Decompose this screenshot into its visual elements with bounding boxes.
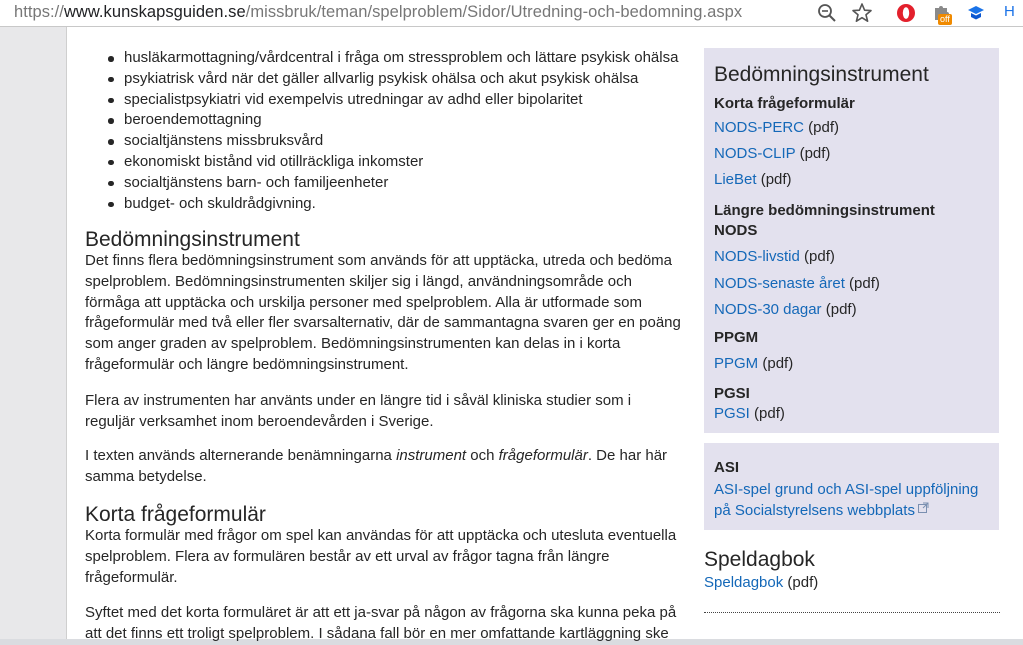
link-pgsi[interactable]: PGSI — [714, 404, 750, 422]
paragraph-usage — [85, 391, 685, 433]
section-heading-bedomningsinstrument: Bedömningsinstrument — [85, 228, 300, 251]
address-bar[interactable] — [14, 1, 742, 23]
link-suffix: (pdf) — [844, 274, 880, 292]
link-nods-30-dagar[interactable]: NODS-30 dagar — [714, 301, 822, 318]
text-line: Korta formulär med frågor om spel kan användas för att upptäcka och utesluta eventuella — [85, 527, 677, 544]
sidebar-link-row — [714, 271, 989, 298]
text-line: spelproblem. Flera av formulären består av ett urval av frågor tagna från längre — [85, 547, 610, 565]
speldagbok-section — [704, 547, 818, 593]
list-item: husläkarmottagning/vårdcentral i fråga om stressproblem och lättare psykisk ohälsa — [85, 48, 685, 69]
url-host: www.kunskapsguiden.se — [63, 3, 246, 21]
text-line: reguljär verksamhet inom beroendevården i Sverige. — [85, 412, 434, 430]
opera-icon[interactable] — [895, 2, 917, 24]
link-nods-clip[interactable]: NODS-CLIP — [714, 145, 796, 162]
emphasis-frageformular: frågeformulär — [498, 447, 588, 464]
sidebar-link-row — [714, 244, 989, 271]
sidebar-subheading: ASI — [714, 459, 740, 476]
section-divider — [704, 612, 1000, 613]
url-path: /missbruk/teman/spelproblem/Sidor/Utredning-och-bedomning.aspx — [245, 3, 743, 21]
sidebar-link-row — [714, 354, 989, 374]
sidebar-link-row — [714, 167, 989, 193]
sidebar-subheading: PPGM — [714, 328, 759, 346]
sidebar-subheading: NODS — [714, 222, 758, 239]
url-scheme: https:// — [14, 3, 64, 21]
text-line: Det finns flera bedömningsinstrument som används för att upptäcka, utreda och bedöma — [85, 252, 672, 269]
text-line — [85, 446, 685, 467]
link-suffix: (pdf) — [749, 404, 785, 422]
sidebar-link-row — [714, 141, 989, 167]
text-line: förmåga att upptäcka och urskilja personer med spelproblem. Alla är utformade som — [85, 293, 642, 311]
link-nods-perc[interactable]: NODS-PERC — [714, 119, 805, 136]
list-item: socialtjänstens barn- och familjeenheter — [85, 173, 685, 194]
paragraph-intro — [85, 251, 685, 376]
list-item: beroendemottagning — [85, 110, 685, 131]
speldagbok-title: Speldagbok — [704, 548, 815, 571]
list-item: budget- och skuldrådgivning. — [85, 194, 685, 215]
sidebar-link-row — [714, 500, 989, 521]
link-suffix: (pdf) — [795, 145, 831, 162]
link-liebet[interactable]: LieBet — [714, 171, 757, 188]
zoom-icon[interactable] — [816, 2, 838, 24]
link-suffix: (pdf) — [799, 248, 835, 265]
text-run: . De har här — [587, 447, 668, 464]
star-icon[interactable] — [851, 2, 873, 24]
text-line: att det finns ett troligt spelproblem. I sådana fall bör en mer omfattande kartläggning ske — [85, 624, 669, 642]
link-suffix: (pdf) — [804, 119, 840, 136]
link-suffix: (pdf) — [783, 574, 819, 591]
external-link-icon — [918, 502, 929, 513]
paragraph-short-forms — [85, 526, 685, 588]
profile-avatar[interactable]: H — [1004, 3, 1015, 20]
text-line: som anger graden av spelproblem. Bedömningsinstrumenten kan delas in i korta — [85, 335, 621, 353]
link-nods-senaste-aret[interactable]: NODS-senaste året — [714, 274, 845, 292]
paragraph-terminology — [85, 446, 685, 488]
extension-shield-icon[interactable] — [965, 2, 987, 24]
emphasis-instrument: instrument — [396, 447, 467, 464]
sidebar-box-title: Bedömningsinstrument — [714, 63, 929, 86]
sidebar-link-row — [714, 115, 989, 141]
link-asi-spel-line2[interactable]: på Socialstyrelsens webbplats — [714, 502, 915, 519]
link-speldagbok[interactable]: Speldagbok — [704, 574, 784, 591]
paragraph-purpose — [85, 603, 685, 645]
sidebar-subheading: Korta frågeformulär — [714, 95, 855, 112]
link-asi-spel-line1[interactable]: ASI-spel grund och ASI-spel uppföljning — [714, 481, 979, 498]
text-run: I texten används alternerande benämningarna — [85, 447, 397, 464]
text-line: spelproblem. Bedömningsinstrumenten skiljer sig i längd, användningsområde och — [85, 272, 632, 290]
text-line: Flera av instrumenten har använts under en längre tid i såväl kliniska studier som i — [85, 392, 632, 409]
link-ppgm[interactable]: PPGM — [714, 354, 759, 372]
list-item: psykiatrisk vård när det gäller allvarlig psykisk ohälsa och akut psykisk ohälsa — [85, 69, 685, 90]
text-line: frågeformulär och längre bedömningsinstrument. — [85, 355, 409, 373]
link-suffix: (pdf) — [821, 301, 857, 318]
section-heading-korta-frageformular: Korta frågeformulär — [85, 503, 266, 526]
list-item: ekonomiskt bistånd vid otillräckliga inkomster — [85, 152, 685, 173]
sidebar-subheading: Längre bedömningsinstrument — [714, 202, 935, 219]
sidebar-link-row — [714, 297, 989, 324]
sidebar-link-row — [714, 404, 989, 424]
sidebar-box-instruments — [704, 48, 999, 433]
link-suffix: (pdf) — [756, 171, 792, 188]
text-line: frågeformulär med två eller fler svarsalternativ, där de sammantagna svaren ger en poäng — [85, 314, 681, 332]
list-item: socialtjänstens missbruksvård — [85, 131, 685, 152]
sidebar-subheading: PGSI — [714, 384, 750, 402]
referral-list — [85, 48, 685, 214]
text-line: samma betydelse. — [85, 467, 207, 485]
text-line: frågeformulär. — [85, 568, 178, 586]
text-line: Syftet med det korta formuläret är att ett ja-svar på någon av frågorna ska kunna peka på — [85, 604, 677, 621]
sidebar-link-row — [704, 573, 818, 593]
extension-badge: off — [940, 14, 950, 24]
list-item: specialistpsykiatri vid exempelvis utredningar av adhd eller bipolaritet — [85, 90, 685, 111]
sidebar-link-row — [714, 479, 989, 500]
text-run: och — [466, 447, 499, 464]
link-nods-livstid[interactable]: NODS-livstid — [714, 248, 800, 265]
link-suffix: (pdf) — [758, 354, 794, 372]
sidebar-box-asi — [704, 443, 999, 530]
browser-toolbar — [0, 0, 1023, 27]
